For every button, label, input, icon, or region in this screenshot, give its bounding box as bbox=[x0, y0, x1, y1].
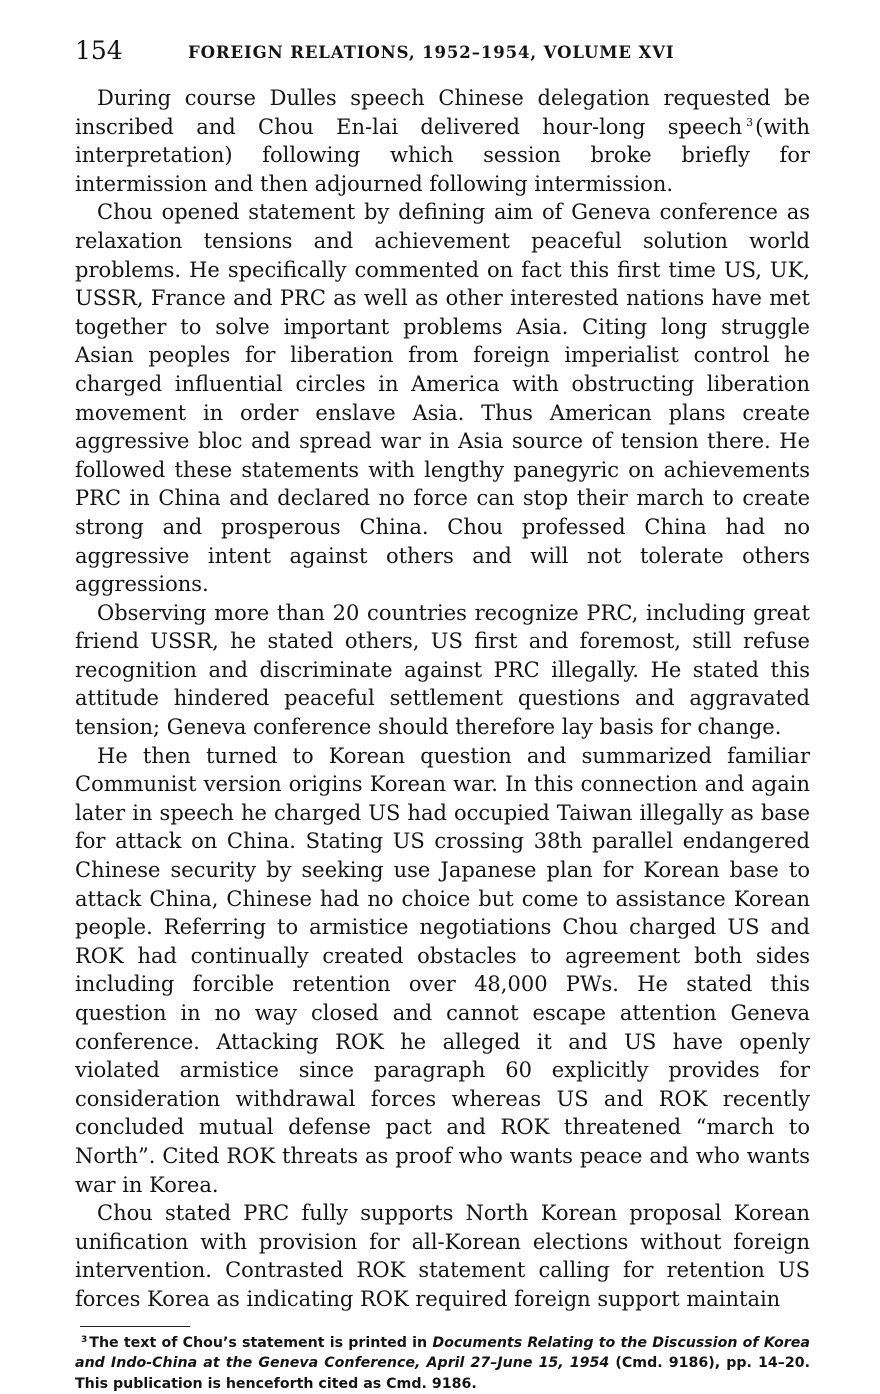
paragraph: Chou stated PRC fully supports North Korean proposal Korean unification with provision for all-Korean elections without foreign intervention. Contrasted ROK statement calling for retention US forces Korea as indicating ROK required foreign support maintain bbox=[75, 1201, 810, 1311]
paragraph: Observing more than 20 countries recognize PRC, including great friend USSR, he stated others, US first and foremost, still refuse recognition and discriminate against PRC illegally. He stated this attitude hindered peaceful settlement questions and aggravated tension; Geneva conference should therefore lay basis for change. bbox=[75, 600, 810, 740]
footnote-tail: (Cmd. 9186), pp. 14–20. This publication is henceforth cited as Cmd. 9186. bbox=[75, 1355, 810, 1392]
paragraph: Chou opened statement by defining aim of Geneva conference as relaxation tensions and achievement peaceful solution world problems. He specifically commented on fact this first time US, UK, USSR, France and PRC as well as other interested nations have met together to solve important problems Asia. Citing long struggle Asian peoples for liberation from foreign imperialist control he charged influential circles in America with obstructing liberation movement in order enslave Asia. Thus American plans create aggressive bloc and spread war in Asia source of tension there. He followed these statements with lengthy panegyric on achievements PRC in China and declared no force can stop their march to create strong and prosperous China. Chou professed China had no aggressive intent against others and will not tolerate others aggressions. bbox=[75, 200, 810, 597]
paragraph: He then turned to Korean question and summarized familiar Communist version origins Korean war. In this connection and again later in speech he charged US had occupied Taiwan illegally as base for attack on China. Stating US crossing 38th parallel endangered Chinese security by seeking use Japanese plan for Korean base to attack China, Chinese had no choice but come to assistance Korean people. Referring to armistice negotiations Chou charged US and ROK had continually created obstacles to agreement both sides including forcible retention over 48,000 PWs. He stated this question in no way closed and cannot escape attention Geneva conference. Attacking ROK he alleged it and US have openly violated armistice since paragraph 60 explicitly provides for consideration withdrawal forces whereas US and ROK recently concluded mutual defense pact and ROK threatened “march to North”. Cited ROK threats as proof who wants peace and who wants war in Korea. bbox=[75, 743, 810, 1197]
footnote bbox=[75, 1333, 810, 1394]
footnote-divider bbox=[80, 1326, 190, 1327]
footnote-marker: 3 bbox=[81, 1334, 88, 1345]
running-title: FOREIGN RELATIONS, 1952–1954, VOLUME XVI bbox=[188, 43, 675, 62]
footnote-lead: The text of Chou’s statement is printed in bbox=[89, 1334, 428, 1351]
footnote-reference[interactable]: 3 bbox=[746, 115, 754, 129]
paragraph-text-continued: (with interpretation) following which session broke briefly for intermission and then adjourned following intermission. bbox=[75, 114, 810, 196]
paragraph bbox=[75, 84, 810, 198]
running-head bbox=[75, 36, 810, 70]
page-number: 154 bbox=[75, 36, 123, 65]
paragraph-text: During course Dulles speech Chinese delegation requested be inscribed and Chou En-lai delivered hour-long speech bbox=[75, 86, 810, 139]
body-text bbox=[75, 84, 810, 1314]
footnote-source-title: Documents Relating to the Discussion of Korea and Indo-China at the Geneva Conference, April 27–June 15, 1954 bbox=[75, 1334, 810, 1372]
document-page bbox=[75, 36, 810, 1394]
